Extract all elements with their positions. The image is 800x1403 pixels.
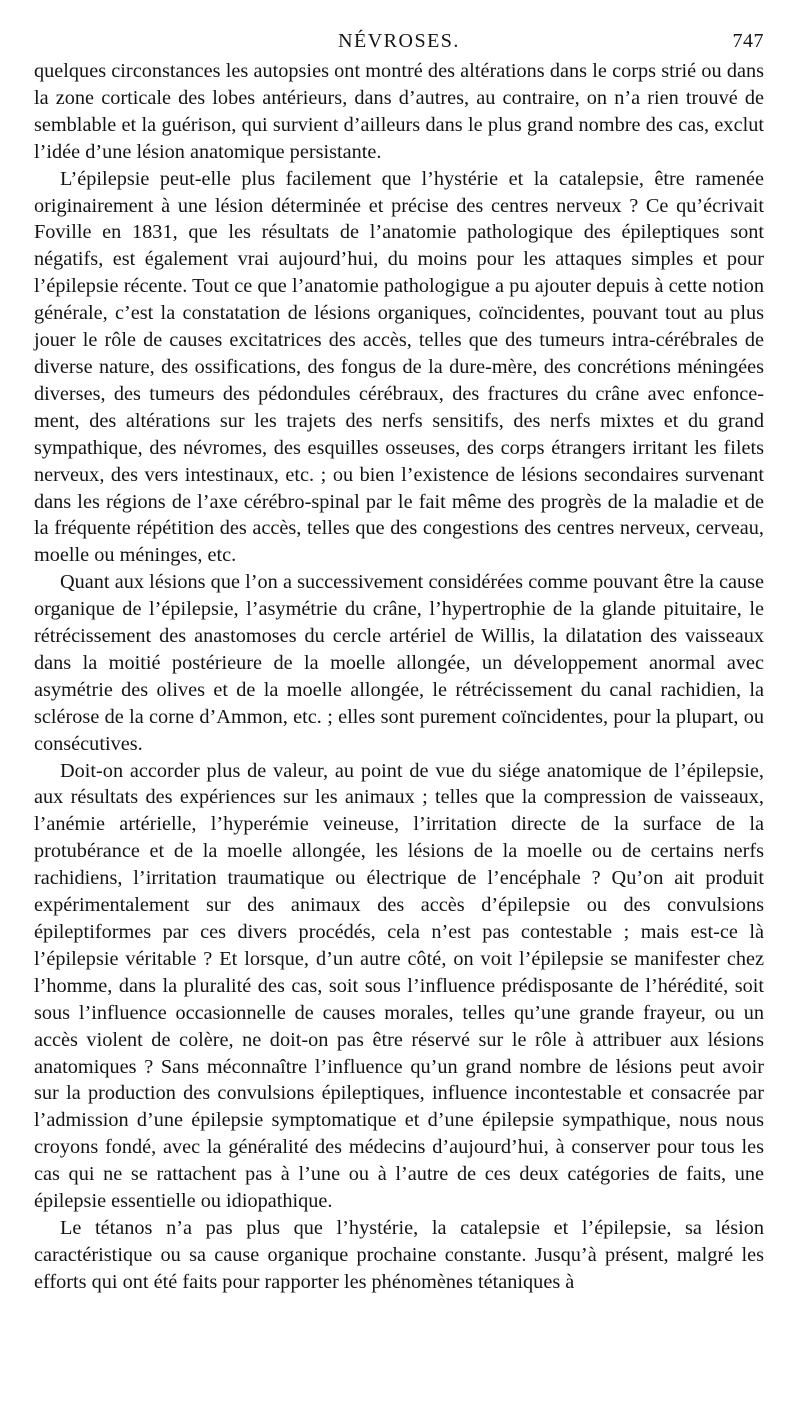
book-page — [34, 30, 764, 1296]
page-number: 747 — [732, 30, 764, 52]
paragraph-tetanos: Le tétanos n’a pas plus que l’hystérie, la catalepsie et l’épilepsie, sa lésion caractéristique ou sa cause organique prochaine constante. Jusqu’à présent, malgré les efforts qui ont été faits pour rapporter les phénomènes tétaniques à — [34, 1216, 764, 1293]
paragraph-epilepsie-lesion: L’épilepsie peut-elle plus facilement que l’hystérie et la catalepsie, être ramenée originairement à une lésion déterminée et précise des centres nerveux ? Ce qu’écrivait Foville en 1831, que les résultats de l’anatomie pathologique des épileptiques sont négatifs, est également vrai aujourd’hui, du moins pour les attaques simples et pour l’épilepsie récente. Tout ce que l’anatomie pathologigue a pu ajouter depuis à cette notion générale, c’est la constatation de lésions organiques, coïncidentes, pouvant tout au plus jouer le rôle de causes excitatrices des accès, telles que des tumeurs intra-cérébrales de diverse nature, des ossifications, des fongus de la dure-mère, des concrétions méningées diverses, des tumeurs des pédondules cérébraux, des fractures du crâne avec enfoncement, des altérations sur les trajets des nerfs sensitifs, des nerfs mixtes et du grand sympathique, des névromes, des esquilles osseuses, des corps étrangers irritant les filets nerveux, des vers intestinaux, etc. ; ou bien l’existence de lésions secondaires survenant dans les régions de l’axe cérébro-spinal par le fait même des progrès de la maladie et de la fréquente répétition des accès, telles que des congestions des centres nerveux, cerveau, moelle ou méninges, etc. — [34, 167, 764, 567]
paragraph-continued: quelques circonstances les autopsies ont montré des altérations dans le corps strié ou dans la zone corticale des lobes antérieurs, dans d’autres, au contraire, on n’a rien trouvé de semblable et la guérison, qui survient d’ailleurs dans le plus grand nombre des cas, exclut l’idée d’une lésion anatomique persistante. — [34, 60, 764, 163]
page-body — [34, 58, 764, 1296]
paragraph-experiments: Doit-on accorder plus de valeur, au point de vue du siége anatomique de l’épilepsie, aux résultats des expériences sur les animaux ; telles que la compression de vaisseaux, l’anémie artérielle, l’hyperémie veineuse, l’irritation directe de la surface de la protubérance et de la moelle allongée, les lésions de la moelle ou de certains nerfs rachidiens, l’irritation traumatique ou électrique de l’encéphale ? Qu’on ait produit expérimentalement sur des animaux des accès d’épilepsie ou des convulsions épileptiformes par ces divers procédés, cela n’est pas contestable ; mais est-ce là l’épilepsie véritable ? Et lorsque, d’un autre côté, on voit l’épilepsie se manifester chez l’homme, dans la pluralité des cas, soit sous l’influence prédisposante de l’hérédité, soit sous l’influence occasionnelle de causes morales, telles qu’une grande frayeur, ou un accès violent de colère, ne doit-on pas être réservé sur le rôle à attribuer aux lésions anatomiques ? Sans méconnaître l’influence qu’un grand nombre de lésions peut avoir sur la production des convulsions épileptiques, influence incontestable et consacrée par l’admission d’une épilepsie symptomatique et d’une épilepsie sympathique, nous nous croyons fondé, avec la généralité des médecins d’aujourd’hui, à conserver pour tous les cas qui ne se rattachent pas à l’une ou à l’autre de ces deux catégories de faits, une épilepsie essentielle ou idiopathique. — [34, 759, 764, 1213]
running-header — [34, 30, 764, 58]
paragraph-lesions-considered: Quant aux lésions que l’on a successivement considérées comme pouvant être la cause organique de l’épilepsie, l’asymétrie du crâne, l’hypertrophie de la glande pituitaire, le rétrécissement des anastomoses du cercle artériel de Willis, la dilatation des vaisseaux dans la moitié postérieure de la moelle allongée, un développement anormal avec asymétrie des olives et de la moelle allongée, le rétrécissement du canal rachidien, la sclérose de la corne d’Ammon, etc. ; elles sont purement coïncidentes, pour la plupart, ou consécutives. — [34, 571, 764, 755]
running-title: NÉVROSES. — [338, 30, 460, 52]
